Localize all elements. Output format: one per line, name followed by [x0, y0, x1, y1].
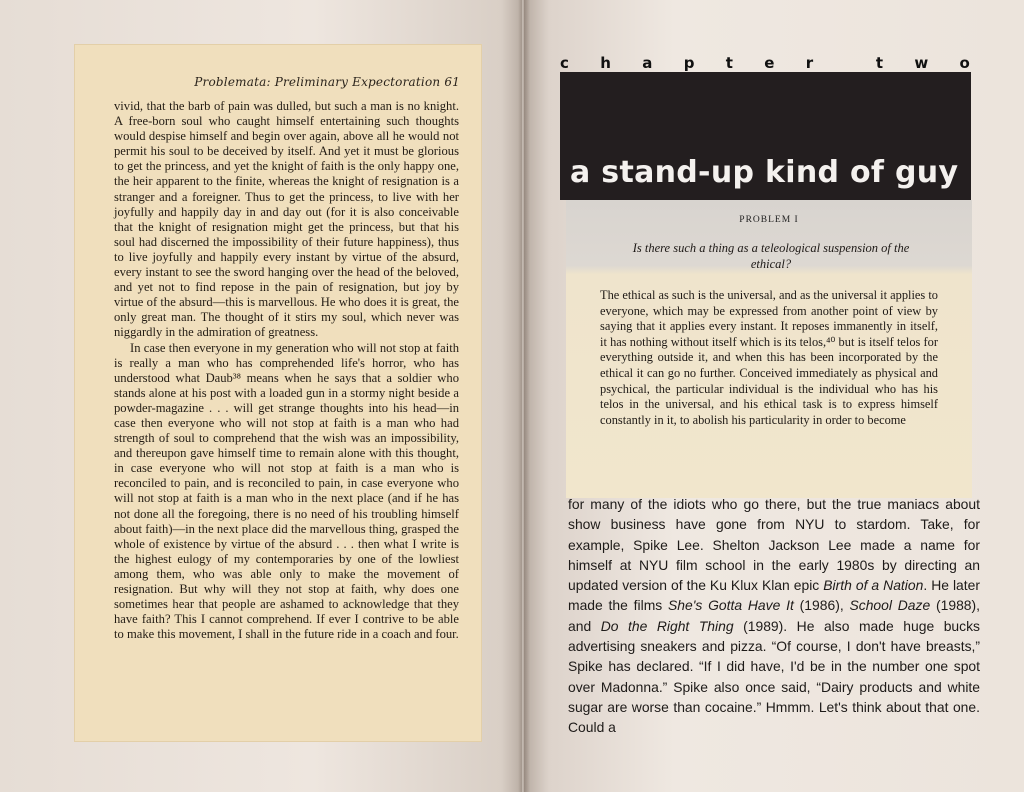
film-title: School Daze	[849, 597, 931, 614]
left-paragraph-1: vivid, that the barb of pain was dulled, but such a man is no knight. A free-born soul who caught himself entertaining such thoughts would despise himself and begin over again, above all he would not permit his soul to be deceived by itself. And yet it must be glorious to get the princess, and yet the knight of faith is the only happy one, the heir apparent to the finite, whereas the knight of resignation is a stranger and a foreigner. Thus to get the princess, to live with her joyfully and happily day in and day out (for it is also conceivable that the knight of resignation might get the princess, but that his soul had discerned the impossibility of their future happiness), thus to live joyfully and happily every instant by virtue of the absurd, every instant to see the sword hanging over the head of the beloved, and yet not to find repose in the pain of resignation, but joy by virtue of the absurd—this is marvellous. He who does it is great, the only great man. The thought of it stirs my soul, which never was niggardly in the admiration of greatness.	[114, 99, 459, 340]
right-main-text	[568, 494, 980, 738]
left-pasted-page	[74, 44, 482, 742]
running-head: Problemata: Preliminary Expectoration 61	[194, 75, 460, 89]
main-paragraph	[568, 494, 980, 738]
chapter-letter: e	[764, 54, 775, 72]
chapter-label	[560, 54, 970, 72]
right-clip-body-text	[600, 288, 938, 428]
film-title: Birth of a Nation	[823, 577, 924, 594]
film-title: She's Gotta Have It	[668, 597, 794, 614]
main-text-run: (1986),	[793, 597, 850, 614]
left-body-text	[114, 99, 459, 642]
chapter-letter: p	[683, 54, 695, 72]
chapter-letter: t	[725, 54, 733, 72]
main-text-run: . He later made the films	[568, 577, 980, 614]
main-text-run: (1988), and	[568, 597, 981, 634]
right-pasted-page	[566, 200, 972, 498]
main-text-run: (1989). He also made huge bucks advertising sneakers and pizza. “Of course, I don't have breasts,” Spike has declared. “If I did have, I'd be in the number one spot over Madonna.” Spike also once said, “Dairy products and white sugar are worse than cocaine.” Hmmm. Let's think about that one. Could a	[568, 617, 980, 736]
main-text-run: for many of the idiots who go there, but the true maniacs about show business have gone from NYU to stardom. Take, for example, Spike Lee. Shelton Jackson Lee made a name for himself at NYU film school in the early 1980s by directing an updated version of the Ku Klux Klan epic	[568, 496, 980, 594]
chapter-letter: c	[560, 54, 569, 72]
chapter-letter: a	[642, 54, 653, 72]
chapter-letter: h	[600, 54, 611, 72]
book-gutter	[518, 0, 530, 792]
chapter-letter: o	[959, 54, 970, 72]
chapter-title-bar	[560, 72, 971, 200]
chapter-letter: t	[875, 54, 884, 72]
chapter-letter: r	[805, 54, 814, 72]
left-paragraph-2: In case then everyone in my generation who will not stop at faith is really a man who has comprehended life's horror, who has understood what Daub³⁸ means when he says that a soldier who stands alone at his post with a loaded gun in a stormy night beside a powder-magazine . . . will get strange thoughts into his head—in case then everyone who will not stop at faith is a man who had strength of soul to comprehend that the wish was an impossibility, and thereupon gave himself time to remain alone with this thought, in case everyone who will not stop at faith is a man who is reconciled to pain, and is reconciled to pain, in case everyone who will not stop at faith is a man who in the next place (and if he has not done all the foregoing, there is no need of his troubling himself about faith)—in the next place did the marvellous thing, grasped the whole of existence by virtue of the absurd . . . then what I write is the highest eulogy of my contemporaries by one of the lowliest among them, who was able only to make the movement of resignation. But why will they not stop at faith, why does one sometimes hear that people are ashamed to acknowledge that they have faith? This I cannot comprehend. If ever I contrive to be able to make this movement, I shall in the future ride in a coach and four.	[114, 340, 459, 642]
problem-question: Is there such a thing as a teleological suspension of the ethical?	[632, 241, 910, 271]
film-title: Do the Right Thing	[600, 617, 734, 634]
chapter-title: a stand-up kind of guy	[570, 155, 959, 190]
problem-heading: PROBLEM I	[739, 215, 799, 225]
chapter-letter: w	[914, 54, 929, 72]
right-clip-paragraph: The ethical as such is the universal, and as the universal it applies to everyone, which may be expressed from another point of view by saying that it applies every instant. It reposes immanently in itself, it has nothing without itself which is its telos,⁴⁰ but is itself telos for everything outside it, and when this has been incorporated by the ethical it can go no further. Conceived immediately as physical and psychical, the particular individual is the individual who has his telos in the universal, and his ethical task is to express himself constantly in it, to abolish his particularity in order to become	[600, 288, 938, 427]
